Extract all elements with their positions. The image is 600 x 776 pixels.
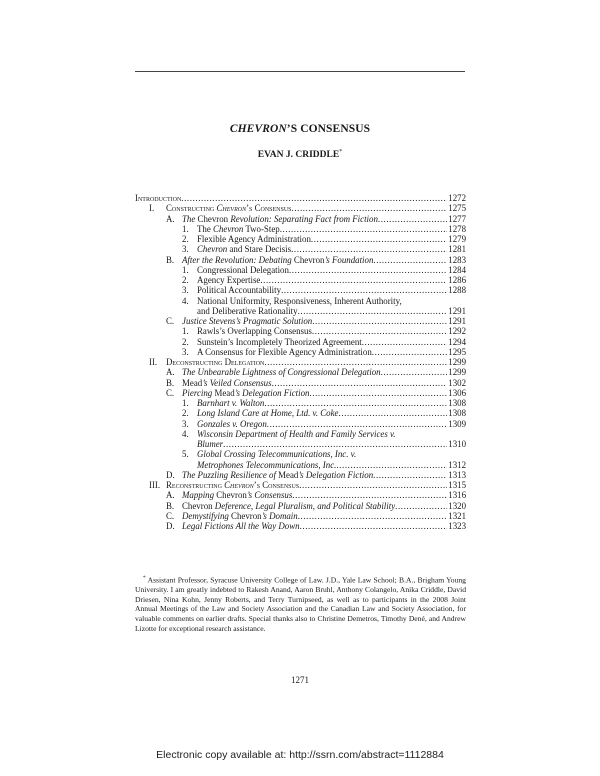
toc-entry-label xyxy=(135,296,402,306)
toc-entry-text: Rawls’s Overlapping Consensus xyxy=(197,326,312,337)
header-rule xyxy=(135,71,465,72)
toc-entry xyxy=(135,285,466,295)
table-of-contents xyxy=(135,193,466,531)
toc-entry xyxy=(135,244,466,254)
toc-entry-text: and Deliberative Rationality xyxy=(197,305,298,316)
toc-entry-number: 3. xyxy=(182,418,189,429)
author-footnote: * Assistant Professor, Syracuse University College of Law. J.D., Yale Law School; B.A., Brigham Young University. I am greatly indebted to Rakesh Anand, Aaron Bruhl, Anthony Colangelo, Anika Criddle, David Driesen, Nina Kohn, Jenny Roberts, and Terry Turnipseed, as well as to participants in the 2008 Joint Annual Meetings of the Law and Society Association and the Canadian Law and Society Association, for valuable comments on earlier drafts. Special thanks also to Christine Demetros, Timothy Dené, and Andrew Lizotte for exceptional research assistance. xyxy=(135,575,466,633)
toc-entry-text: Deconstructing Delegation xyxy=(166,357,265,367)
toc-entry-label xyxy=(135,460,336,470)
toc-page-number: 1306 xyxy=(448,387,466,398)
toc-leader-dots xyxy=(381,367,448,377)
toc-entry-text: Metrophones Telecommunications, Inc. xyxy=(197,459,337,470)
toc-entry xyxy=(135,347,466,357)
toc-leader-dots xyxy=(267,419,447,429)
toc-leader-dots xyxy=(309,388,447,398)
toc-entry-text: Congressional Delegation xyxy=(197,264,289,275)
toc-page-number: 1291 xyxy=(448,305,466,316)
toc-entry-number: B. xyxy=(166,377,175,388)
toc-entry-text: Wisconsin Department of Health and Family Services v. xyxy=(197,428,396,439)
toc-entry-number: A. xyxy=(166,490,175,501)
toc-entry-number: 3. xyxy=(182,285,189,296)
toc-entry-label xyxy=(135,449,356,459)
toc-page-number: 1278 xyxy=(448,223,466,234)
toc-leader-dots xyxy=(336,460,447,470)
toc-entry-text: Constructing Chevron’s Consensus xyxy=(166,203,292,214)
toc-entry-label xyxy=(135,214,378,224)
toc-entry-text: The Chevron Two-Step xyxy=(197,223,280,234)
toc-entry-number: C. xyxy=(166,387,175,398)
toc-entry-text: The Puzzling Resilience of Mead’s Delegation Fiction xyxy=(182,469,374,480)
toc-entry xyxy=(135,398,466,408)
toc-entry-label xyxy=(135,306,298,316)
toc-leader-dots xyxy=(339,408,448,418)
toc-entry-number: A. xyxy=(166,367,175,378)
toc-entry-number: D. xyxy=(166,521,175,531)
toc-entry-number: C. xyxy=(166,510,175,521)
toc-entry xyxy=(135,470,466,480)
toc-entry-text: After the Revolution: Debating Chevron’s Foundation xyxy=(182,254,374,265)
ssrn-notice: Electronic copy available at: http://ssrn.com/abstract=1112884 xyxy=(156,749,444,761)
toc-entry xyxy=(135,203,466,213)
toc-page-number: 1312 xyxy=(448,459,466,470)
toc-entry-number: 1. xyxy=(182,398,189,408)
toc-entry-text: Global Crossing Telecommunications, Inc. v. xyxy=(197,449,357,460)
toc-leader-dots xyxy=(292,203,448,213)
toc-entry-number: D. xyxy=(166,469,175,480)
toc-entry-label xyxy=(135,439,223,449)
toc-entry xyxy=(135,408,466,418)
toc-page-number: 1316 xyxy=(448,490,466,501)
toc-entry-number: B. xyxy=(166,500,175,511)
toc-entry-text: Political Accountability xyxy=(197,285,282,296)
toc-entry-label xyxy=(135,255,373,265)
toc-leader-dots xyxy=(373,470,447,480)
toc-entry-number: C. xyxy=(166,316,175,326)
toc-entry-label xyxy=(135,470,373,480)
toc-entry-text: A Consensus for Flexible Agency Administration xyxy=(197,346,372,357)
toc-page-number: 1320 xyxy=(448,500,466,511)
toc-entry xyxy=(135,460,466,470)
toc-entry-number: II. xyxy=(149,357,158,367)
toc-entry-text: The Unbearable Lightness of Congressional Delegation xyxy=(182,367,381,378)
toc-page-number: 1299 xyxy=(448,357,466,367)
toc-leader-dots xyxy=(298,306,448,316)
toc-entry-label xyxy=(135,234,311,244)
toc-leader-dots xyxy=(281,285,447,295)
toc-entry-number: 1. xyxy=(182,264,189,275)
toc-entry-text: Introduction xyxy=(135,193,182,203)
toc-entry-label xyxy=(135,419,267,429)
toc-leader-dots xyxy=(378,214,447,224)
toc-page-number: 1310 xyxy=(448,439,466,449)
toc-entry-label xyxy=(135,347,372,357)
toc-entry-label xyxy=(135,398,264,408)
toc-page-number: 1283 xyxy=(448,254,466,265)
toc-entry-number: 2. xyxy=(182,336,189,347)
toc-page-number: 1281 xyxy=(448,244,466,255)
toc-entry-label xyxy=(135,193,181,203)
toc-entry-number: I. xyxy=(149,203,155,214)
toc-entry xyxy=(135,357,466,367)
toc-page-number: 1286 xyxy=(448,275,466,285)
toc-leader-dots xyxy=(264,357,447,367)
toc-entry-text: Piercing Mead’s Delegation Fiction xyxy=(182,387,310,398)
toc-page-number: 1279 xyxy=(448,234,466,244)
toc-page-number: 1321 xyxy=(448,510,466,521)
toc-entry-text: Flexible Agency Administration xyxy=(197,234,311,244)
toc-entry-text: Mead’s Veiled Consensus xyxy=(182,377,272,388)
toc-entry-number: 2. xyxy=(182,275,189,285)
toc-entry-text: Mapping Chevron’s Consensus xyxy=(182,490,293,501)
toc-entry xyxy=(135,429,466,439)
toc-leader-dots xyxy=(311,234,447,244)
toc-entry xyxy=(135,255,466,265)
toc-entry xyxy=(135,367,466,377)
toc-entry xyxy=(135,296,466,306)
toc-page-number: 1295 xyxy=(448,346,466,357)
toc-entry-label xyxy=(135,337,362,347)
toc-leader-dots xyxy=(292,490,447,500)
toc-entry-label xyxy=(135,203,292,213)
toc-entry-label xyxy=(135,480,299,490)
toc-entry xyxy=(135,337,466,347)
toc-entry xyxy=(135,511,466,521)
toc-entry xyxy=(135,265,466,275)
toc-entry-text: Legal Fictions All the Way Down xyxy=(182,521,300,531)
toc-entry xyxy=(135,275,466,285)
toc-entry xyxy=(135,306,466,316)
toc-entry-label xyxy=(135,244,291,254)
toc-page-number: 1308 xyxy=(448,398,466,408)
toc-entry xyxy=(135,214,466,224)
toc-entry-number: 2. xyxy=(182,234,189,244)
toc-page-number: 1291 xyxy=(448,316,466,326)
toc-entry xyxy=(135,480,466,490)
toc-entry-text: Justice Stevens’s Pragmatic Solution xyxy=(182,316,313,326)
toc-page-number: 1294 xyxy=(448,336,466,347)
toc-entry-label xyxy=(135,285,281,295)
toc-leader-dots xyxy=(300,521,448,531)
toc-entry xyxy=(135,449,466,459)
toc-page-number: 1292 xyxy=(448,326,466,337)
toc-entry xyxy=(135,501,466,511)
toc-leader-dots xyxy=(395,501,447,511)
toc-page-number: 1288 xyxy=(448,285,466,296)
toc-page-number: 1299 xyxy=(448,367,466,378)
toc-entry-number: 2. xyxy=(182,408,189,419)
toc-entry-number: 1. xyxy=(182,326,189,337)
toc-entry-text: Barnhart v. Walton xyxy=(197,398,265,408)
toc-page-number: 1313 xyxy=(448,469,466,480)
toc-entry xyxy=(135,326,466,336)
toc-leader-dots xyxy=(373,255,447,265)
toc-entry-label xyxy=(135,388,309,398)
toc-entry-label xyxy=(135,367,381,377)
page-number: 1271 xyxy=(291,675,309,685)
toc-entry-number: III. xyxy=(149,480,161,490)
toc-entry xyxy=(135,224,466,234)
toc-entry xyxy=(135,234,466,244)
toc-entry-label xyxy=(135,408,339,418)
toc-entry xyxy=(135,193,466,203)
toc-entry-text: Demystifying Chevron’s Domain xyxy=(182,510,298,521)
toc-leader-dots xyxy=(362,337,448,347)
toc-leader-dots xyxy=(260,275,447,285)
toc-entry-text: Reconstructing Chevron’s Consensus xyxy=(166,480,300,490)
toc-entry-label xyxy=(135,316,312,326)
toc-entry xyxy=(135,316,466,326)
toc-leader-dots xyxy=(264,398,447,408)
toc-entry-text: Chevron Deference, Legal Pluralism, and Political Stability xyxy=(182,500,396,511)
toc-entry-number: 4. xyxy=(182,428,189,439)
toc-entry xyxy=(135,521,466,531)
toc-leader-dots xyxy=(312,316,447,326)
toc-entry-label xyxy=(135,275,260,285)
toc-entry-text: Blumer xyxy=(197,439,224,449)
toc-entry-text: Chevron and Stare Decisis xyxy=(197,244,292,255)
toc-entry xyxy=(135,439,466,449)
toc-page-number: 1284 xyxy=(448,264,466,275)
toc-leader-dots xyxy=(291,244,447,254)
toc-entry-number: A. xyxy=(166,213,175,224)
toc-page-number: 1323 xyxy=(448,521,466,531)
toc-page-number: 1275 xyxy=(448,203,466,214)
toc-entry-text: Long Island Care at Home, Ltd. v. Coke xyxy=(197,408,339,419)
toc-leader-dots xyxy=(272,378,448,388)
toc-entry-label xyxy=(135,429,396,439)
toc-entry-label xyxy=(135,490,292,500)
toc-entry xyxy=(135,419,466,429)
toc-entry-text: Gonzales v. Oregon xyxy=(197,418,267,429)
toc-entry-text: Sunstein’s Incompletely Theorized Agreement xyxy=(197,336,362,347)
toc-entry-text: National Uniformity, Responsiveness, Inherent Authority, xyxy=(197,295,402,306)
toc-entry-label xyxy=(135,265,289,275)
toc-entry xyxy=(135,388,466,398)
toc-entry-label xyxy=(135,501,395,511)
toc-entry-label xyxy=(135,378,272,388)
toc-leader-dots xyxy=(298,511,448,521)
toc-entry-number: 4. xyxy=(182,295,189,306)
toc-entry-number: B. xyxy=(166,254,175,265)
toc-page-number: 1277 xyxy=(448,213,466,224)
toc-page-number: 1272 xyxy=(448,193,466,203)
toc-entry-number: 3. xyxy=(182,244,189,255)
toc-leader-dots xyxy=(299,480,447,490)
toc-entry xyxy=(135,490,466,500)
toc-entry-label xyxy=(135,224,280,234)
toc-entry-label xyxy=(135,326,312,336)
toc-entry-label xyxy=(135,357,264,367)
toc-leader-dots xyxy=(289,265,447,275)
toc-leader-dots xyxy=(312,326,447,336)
toc-entry xyxy=(135,378,466,388)
toc-entry-text: Agency Expertise xyxy=(197,275,261,285)
toc-leader-dots xyxy=(280,224,448,234)
article-title: CHEVRON’S CONSENSUS xyxy=(229,123,371,135)
toc-leader-dots xyxy=(223,439,447,449)
toc-page-number: 1309 xyxy=(448,418,466,429)
toc-entry-label xyxy=(135,521,300,531)
toc-leader-dots xyxy=(372,347,447,357)
toc-page-number: 1315 xyxy=(448,480,466,490)
toc-entry-number: 3. xyxy=(182,346,189,357)
toc-leader-dots xyxy=(181,193,447,203)
toc-page-number: 1308 xyxy=(448,408,466,419)
author-name: EVAN J. CRIDDLE* xyxy=(257,149,343,161)
toc-entry-number: 1. xyxy=(182,223,189,234)
toc-entry-label xyxy=(135,511,298,521)
author-footnote-mark: * xyxy=(339,149,343,155)
toc-page-number: 1302 xyxy=(448,377,466,388)
toc-entry-number: 5. xyxy=(182,449,189,460)
toc-entry-text: The Chevron Revolution: Separating Fact from Fiction xyxy=(182,213,378,224)
